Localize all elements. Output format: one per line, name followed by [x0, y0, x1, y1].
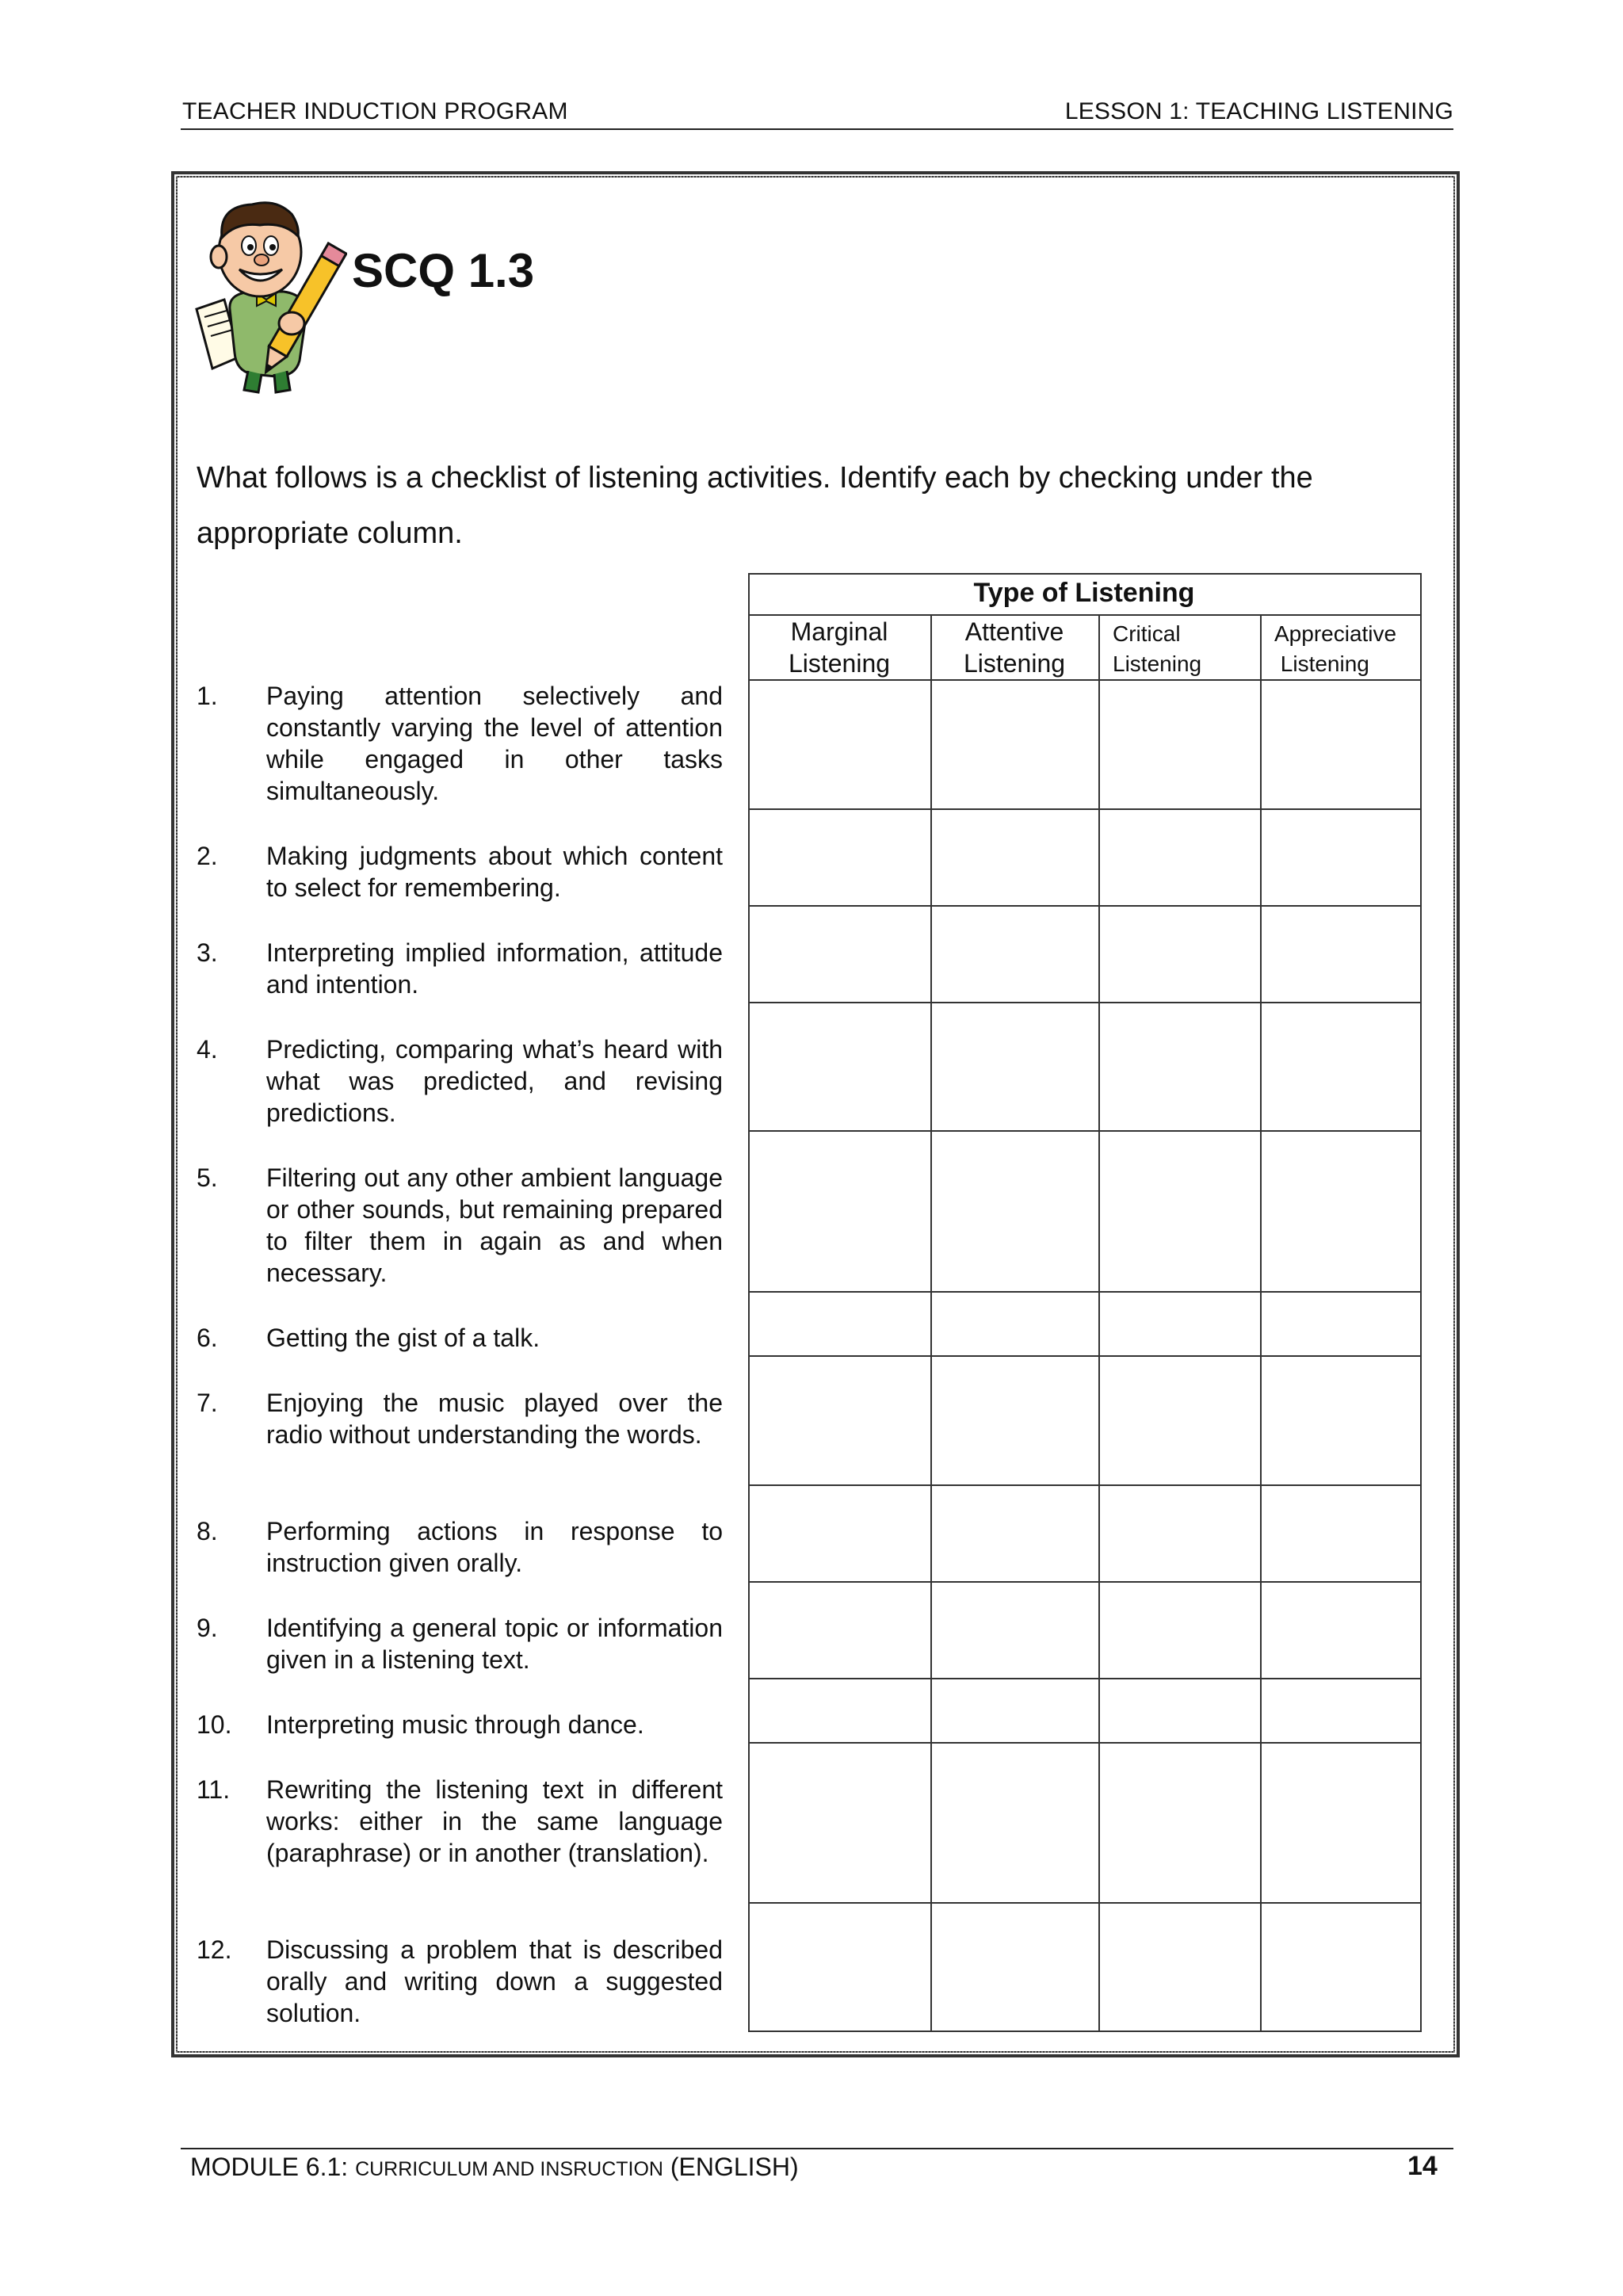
list-item-text: Interpreting music through dance.	[266, 1710, 644, 1739]
listening-type-table	[748, 573, 1420, 2027]
list-item-number: 6.	[197, 1324, 218, 1352]
column-header-line-2: Listening	[1113, 651, 1202, 676]
check-cell[interactable]	[1100, 681, 1260, 808]
table-row-divider	[748, 2030, 1422, 2032]
check-cell[interactable]	[1100, 810, 1260, 905]
check-cell[interactable]	[750, 1744, 930, 1902]
check-cell[interactable]	[1262, 1003, 1420, 1130]
list-item-number: 8.	[197, 1517, 218, 1545]
list-item-text: Getting the gist of a talk.	[266, 1324, 540, 1352]
column-header-line-1: Marginal	[790, 617, 888, 646]
column-header	[1113, 619, 1260, 679]
column-header	[930, 616, 1098, 679]
check-cell[interactable]	[750, 1679, 930, 1742]
list-item-text: Rewriting the listening text in different works: either in the same language (paraphrase) or in another (translation).	[266, 1775, 723, 1867]
list-item-text: Identifying a general topic or information given in a listening text.	[266, 1614, 723, 1674]
page-title: SCQ 1.3	[352, 244, 535, 297]
column-header-line-1: Critical	[1113, 621, 1181, 646]
check-cell[interactable]	[750, 1904, 930, 2030]
check-cell[interactable]	[1262, 1486, 1420, 1581]
check-cell[interactable]	[750, 1132, 930, 1291]
check-cell[interactable]	[932, 1904, 1098, 2030]
check-cell[interactable]	[1100, 1904, 1260, 2030]
check-cell[interactable]	[932, 810, 1098, 905]
list-item-text: Filtering out any other ambient language or other sounds, but remaining prepared to filter them in again as and when necessary.	[266, 1163, 723, 1287]
check-cell[interactable]	[1262, 810, 1420, 905]
check-cell[interactable]	[750, 1486, 930, 1581]
check-cell[interactable]	[750, 1357, 930, 1484]
check-cell[interactable]	[1100, 1486, 1260, 1581]
check-cell[interactable]	[1100, 1744, 1260, 1902]
cartoon-man-pencil-icon	[181, 190, 347, 396]
instructions	[197, 450, 1437, 561]
check-cell[interactable]	[750, 810, 930, 905]
check-cell[interactable]	[750, 1003, 930, 1130]
list-item-text: Performing actions in response to instruction given orally.	[266, 1517, 723, 1577]
check-cell[interactable]	[932, 1003, 1098, 1130]
list-item-number: 5.	[197, 1163, 218, 1192]
check-cell[interactable]	[750, 907, 930, 1002]
check-cell[interactable]	[932, 1583, 1098, 1678]
check-cell[interactable]	[1262, 907, 1420, 1002]
footer-lang: (ENGLISH)	[663, 2153, 799, 2181]
column-header-line-2: Listening	[788, 649, 891, 678]
check-cell[interactable]	[1262, 1132, 1420, 1291]
check-cell[interactable]	[1100, 1679, 1260, 1742]
list-item-text: Interpreting implied information, attitude and intention.	[266, 938, 723, 999]
check-cell[interactable]	[1100, 1357, 1260, 1484]
header-left: TEACHER INDUCTION PROGRAM	[182, 98, 568, 124]
header-rule	[181, 128, 1453, 130]
check-cell[interactable]	[1262, 1357, 1420, 1484]
instructions-line-1: What follows is a checklist of listening activities. Identify each by checking under the	[197, 461, 1313, 495]
list-item-number: 11.	[197, 1775, 231, 1804]
check-cell[interactable]	[1100, 1132, 1260, 1291]
column-header	[1274, 619, 1420, 679]
column-header	[748, 616, 930, 679]
column-header-line-1: Appreciative	[1274, 621, 1397, 646]
table-caption: Type of Listening	[973, 578, 1195, 608]
page-number: 14	[1407, 2151, 1438, 2181]
list-item-text: Paying attention selectively and constantly varying the level of attention while engaged in other tasks simultaneously.	[266, 682, 723, 805]
check-cell[interactable]	[1262, 1583, 1420, 1678]
header-right: LESSON 1: TEACHING LISTENING	[1064, 98, 1453, 124]
table-border-top	[748, 573, 1422, 575]
check-cell[interactable]	[1262, 681, 1420, 808]
list-item-text: Making judgments about which content to select for remembering.	[266, 842, 723, 902]
footer-module-label: MODULE 6.1:	[190, 2153, 356, 2181]
check-cell[interactable]	[1262, 1904, 1420, 2030]
check-cell[interactable]	[932, 1486, 1098, 1581]
list-item-number: 4.	[197, 1035, 218, 1064]
check-cell[interactable]	[932, 1357, 1098, 1484]
check-cell[interactable]	[750, 681, 930, 808]
check-cell[interactable]	[1100, 1293, 1260, 1355]
instructions-line-2: appropriate column.	[197, 517, 463, 550]
check-cell[interactable]	[1262, 1293, 1420, 1355]
check-cell[interactable]	[932, 1132, 1098, 1291]
footer-module	[190, 2153, 799, 2182]
table-border-right	[1420, 573, 1422, 2032]
column-header-line-1: Attentive	[964, 617, 1064, 646]
check-cell[interactable]	[932, 1744, 1098, 1902]
check-cell[interactable]	[1262, 1744, 1420, 1902]
check-cell[interactable]	[932, 1293, 1098, 1355]
column-header-line-2: Listening	[1274, 651, 1369, 676]
check-cell[interactable]	[1262, 1679, 1420, 1742]
check-cell[interactable]	[932, 1679, 1098, 1742]
list-item-text: Enjoying the music played over the radio without understanding the words.	[266, 1389, 723, 1449]
check-cell[interactable]	[750, 1583, 930, 1678]
list-item-number: 10.	[197, 1710, 232, 1739]
list-item-number: 1.	[197, 682, 218, 710]
list-item-text: Predicting, comparing what’s heard with what was predicted, and revising predictions.	[266, 1035, 723, 1127]
table-caption-divider	[748, 614, 1422, 616]
check-cell[interactable]	[1100, 1583, 1260, 1678]
list-item-number: 3.	[197, 938, 218, 967]
footer-rule	[181, 2148, 1453, 2149]
check-cell[interactable]	[932, 681, 1098, 808]
list-item-number: 12.	[197, 1935, 232, 1964]
column-header-line-2: Listening	[963, 649, 1066, 678]
footer-course: CURRICULUM AND INSRUCTION	[355, 2158, 663, 2180]
list-item-number: 7.	[197, 1389, 218, 1417]
check-cell[interactable]	[1100, 907, 1260, 1002]
list-item-text: Discussing a problem that is described orally and writing down a suggested solution.	[266, 1935, 723, 2027]
list-item-number: 9.	[197, 1614, 218, 1642]
check-cell[interactable]	[1100, 1003, 1260, 1130]
check-cell[interactable]	[750, 1293, 930, 1355]
check-cell[interactable]	[932, 907, 1098, 1002]
list-item-number: 2.	[197, 842, 218, 870]
